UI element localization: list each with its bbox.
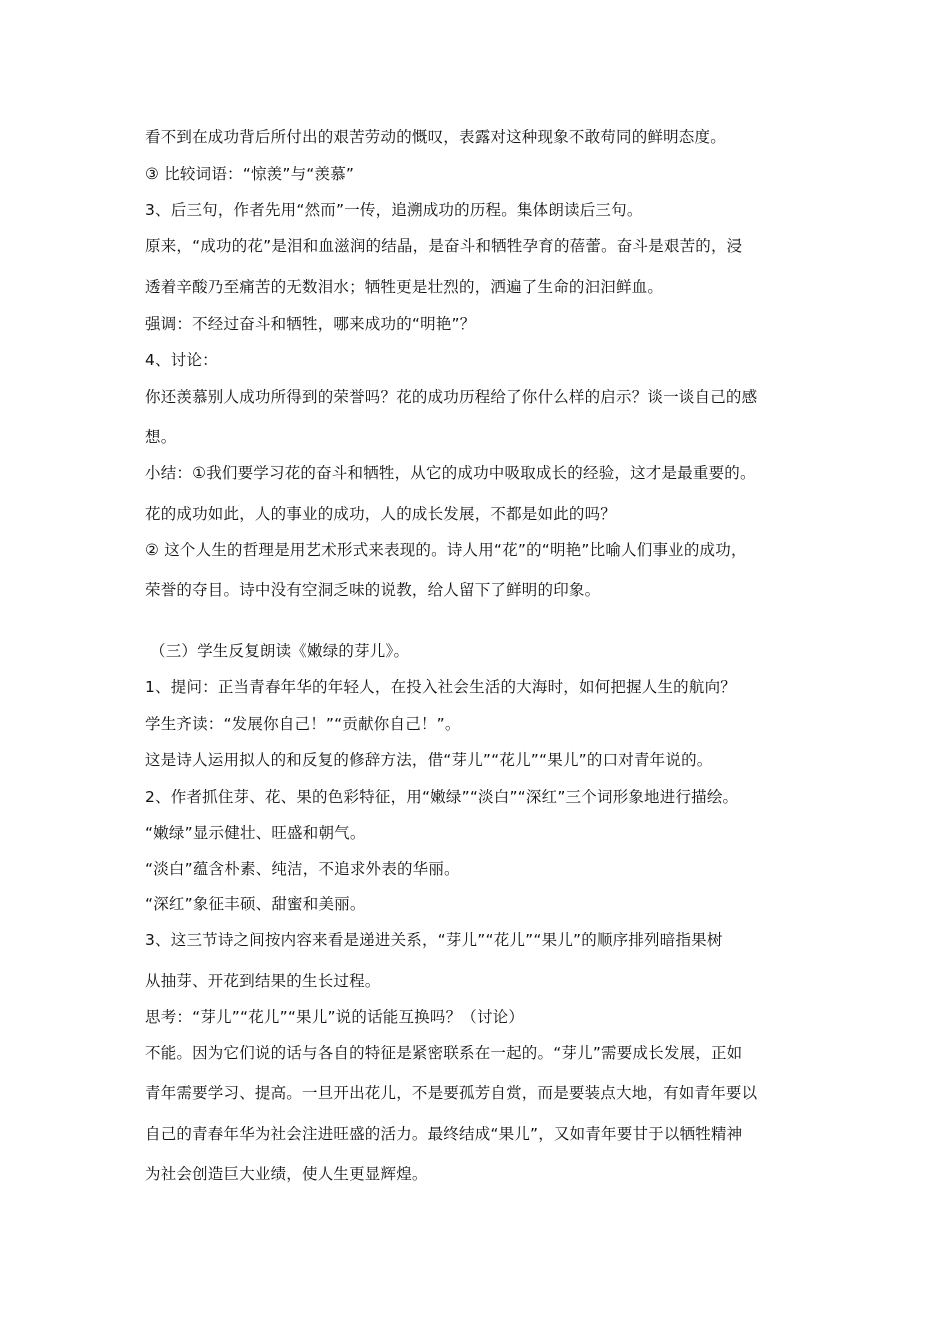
text-line: “嫩绿”显示健壮、旺盛和朝气。 xyxy=(145,824,366,842)
text-line: 你还羡慕别人成功所得到的荣誉吗？花的成功历程给了你什么样的启示？谈一谈自己的感 xyxy=(145,388,758,406)
text-line: 强调：不经过奋斗和牺牲，哪来成功的“明艳”？ xyxy=(145,315,476,333)
text-line: 4、讨论： xyxy=(145,351,218,369)
text-line: 自己的青春年华为社会注进旺盛的活力。最终结成“果儿”，又如青年要甘于以牺牲精神 xyxy=(145,1125,743,1143)
text-line: 3、后三句，作者先用“然而”一传，追溯成功的历程。集体朗读后三句。 xyxy=(145,201,643,219)
text-line: ③ 比较词语：“惊羡”与“羡慕” xyxy=(145,165,355,183)
text-line: 小结：①我们要学习花的奋斗和牺牲，从它的成功中吸取成长的经验，这才是最重要的。 xyxy=(145,464,756,482)
text-line: 这是诗人运用拟人的和反复的修辞方法，借“芽儿”“花儿”“果儿”的口对青年说的。 xyxy=(145,751,713,769)
text-line: 3、这三节诗之间按内容来看是递进关系，“芽儿”“花儿”“果儿”的顺序排列暗指果树 xyxy=(145,931,723,949)
text-line: “深红”象征丰硕、甜蜜和美丽。 xyxy=(145,895,366,913)
text-line: 荣誉的夺目。诗中没有空洞乏味的说教，给人留下了鲜明的印象。 xyxy=(145,581,601,599)
text-line: 思考：“芽儿”“花儿”“果儿”说的话能互换吗？（讨论） xyxy=(145,1008,525,1026)
text-line: ② 这个人生的哲理是用艺术形式来表现的。诗人用“花”的“明艳”比喻人们事业的成功， xyxy=(145,541,747,559)
text-line: 透着辛酸乃至痛苦的无数泪水；牺牲更是壮烈的，洒遍了生命的汩汩鲜血。 xyxy=(145,278,664,296)
text-line: 学生齐读：“发展你自己！”“贡献你自己！”。 xyxy=(145,715,461,733)
text-line: 为社会创造巨大业绩，使人生更显辉煌。 xyxy=(145,1165,428,1183)
text-line: 想。 xyxy=(145,428,177,446)
text-line: 1、提问：正当青春年华的年轻人，在投入社会生活的大海时，如何把握人生的航向？ xyxy=(145,678,736,696)
section-heading: （三）学生反复朗读《嫩绿的芽儿》。 xyxy=(150,642,410,660)
text-line: 青年需要学习、提高。一旦开出花儿，不是要孤芳自赏，而是要装点大地，有如青年要以 xyxy=(145,1084,758,1102)
text-line: 从抽芽、开花到结果的生长过程。 xyxy=(145,972,381,990)
text-line: 不能。因为它们说的话与各自的特征是紧密联系在一起的。“芽儿”需要成长发展，正如 xyxy=(145,1044,743,1062)
text-line: 2、作者抓住芽、花、果的色彩特征，用“嫩绿”“淡白”“深红”三个词形象地进行描绘。 xyxy=(145,788,739,806)
text-line: 花的成功如此，人的事业的成功，人的成长发展，不都是如此的吗？ xyxy=(145,505,617,523)
text-line: 原来，“成功的花”是泪和血滋润的结晶，是奋斗和牺牲孕育的蓓蕾。奋斗是艰苦的，浸 xyxy=(145,237,743,255)
text-line: 看不到在成功背后所付出的艰苦劳动的慨叹，表露对这种现象不敢苟同的鲜明态度。 xyxy=(145,128,726,146)
text-line: “淡白”蕴含朴素、纯洁，不追求外表的华丽。 xyxy=(145,860,460,878)
